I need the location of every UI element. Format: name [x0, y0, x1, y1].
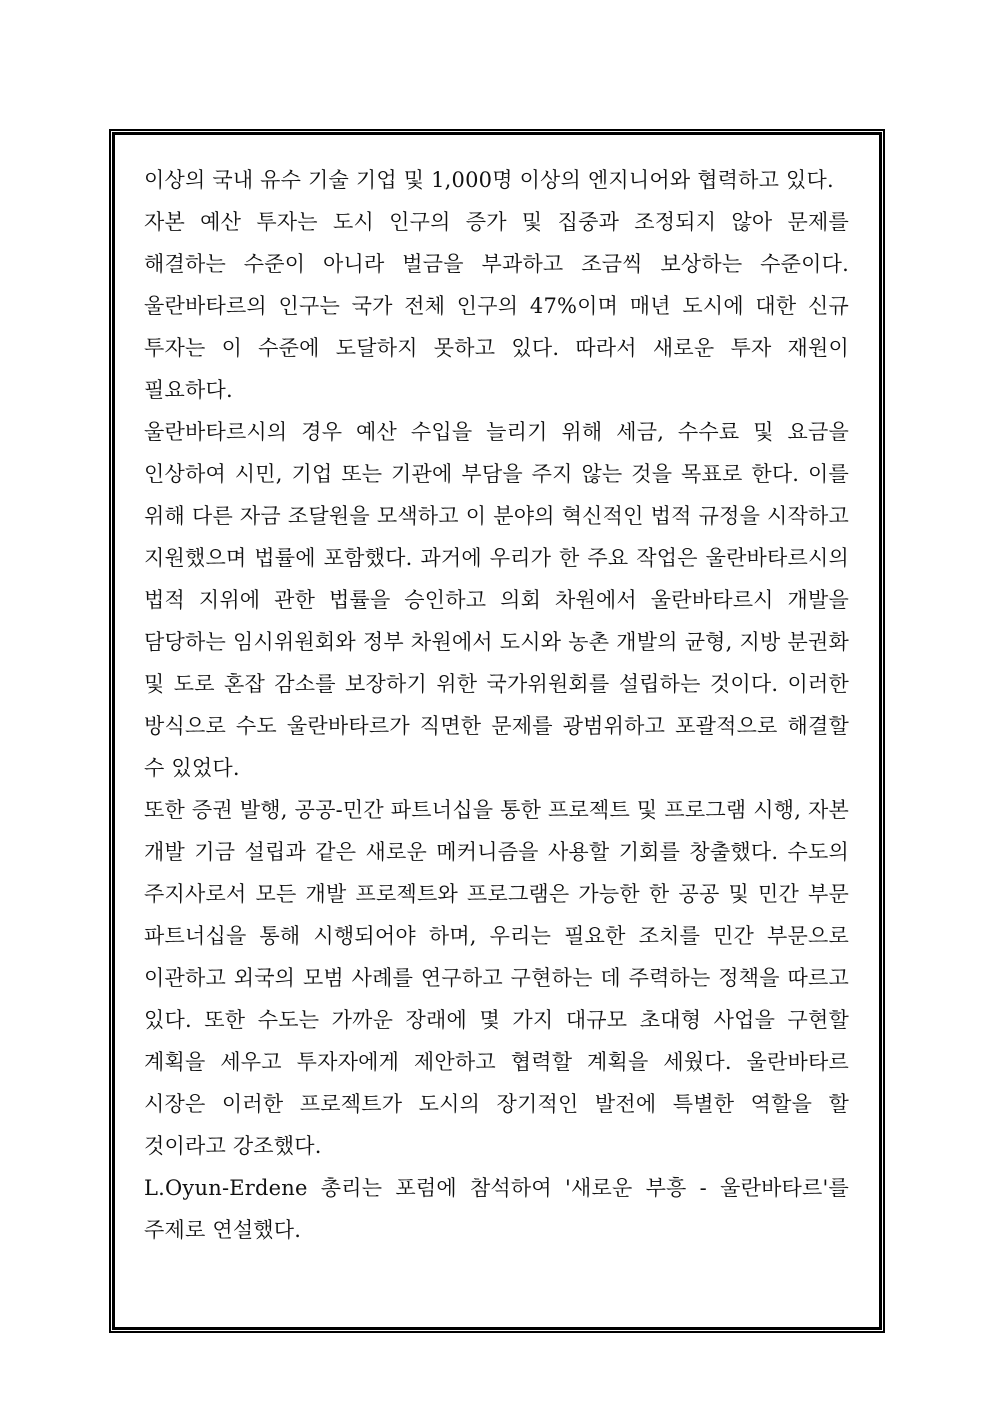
paragraph-new-mechanisms: 또한 증권 발행, 공공-민간 파트너십을 통한 프로젝트 및 프로그램 시행, 자본 개발 기금 설립과 같은 새로운 메커니즘을 사용할 기회를 창출했다. 수도의 주지사로서 모든 개발 프로젝트와 프로그램은 가능한 한 공공 및 민간 부문 파트너십을 통해 시행되어야 하며, 우리는 필요한 조치를 민간 부문으로 이관하고 외국의 모범 사례를 연구하고 구현하는 데 주력하는 정책을 따르고 있다. 또한 수도는 가까운 장래에 몇 가지 대규모 초대형 사업을 구현할 계획을 세우고 투자자에게 제안하고 협력할 계획을 세웠다. 울란바타르 시장은 이러한 프로젝트가 도시의 장기적인 발전에 특별한 역할을 할 것이라고 강조했다.: [144, 798, 849, 1158]
paragraph-budget-revenue: 울란바타르시의 경우 예산 수입을 늘리기 위해 세금, 수수료 및 요금을 인상하여 시민, 기업 또는 기관에 부담을 주지 않는 것을 목표로 한다. 이를 위해 다른 자금 조달원을 모색하고 이 분야의 혁신적인 법적 규정을 시작하고 지원했으며 법률에 포함했다. 과거에 우리가 한 주요 작업은 울란바타르시의 법적 지위에 관한 법률을 승인하고 의회 차원에서 울란바타르시 개발을 담당하는 임시위원회와 정부 차원에서 도시와 농촌 개발의 균형, 지방 분권화 및 도로 혼잡 감소를 보장하기 위한 국가위원회를 설립하는 것이다. 이러한 방식으로 수도 울란바타르가 직면한 문제를 광범위하고 포괄적으로 해결할 수 있었다.: [144, 420, 849, 780]
paragraph-capital-budget: 자본 예산 투자는 도시 인구의 증가 및 집중과 조정되지 않아 문제를 해결하는 수준이 아니라 벌금을 부과하고 조금씩 보상하는 수준이다. 울란바타르의 인구는 국가 전체 인구의 47%이며 매년 도시에 대한 신규 투자는 이 수준에 도달하지 못하고 있다. 따라서 새로운 투자 재원이 필요하다.: [144, 210, 849, 402]
document-body: [144, 159, 849, 1251]
paragraph-engineers-collaboration: 이상의 국내 유수 기술 기업 및 1,000명 이상의 엔지니어와 협력하고 있다.: [144, 168, 834, 192]
document-border-frame: [109, 129, 885, 1333]
paragraph-prime-minister-speech: L.Oyun-Erdene 총리는 포럼에 참석하여 '새로운 부흥 - 울란바타르'를 주제로 연설했다.: [144, 1176, 849, 1242]
